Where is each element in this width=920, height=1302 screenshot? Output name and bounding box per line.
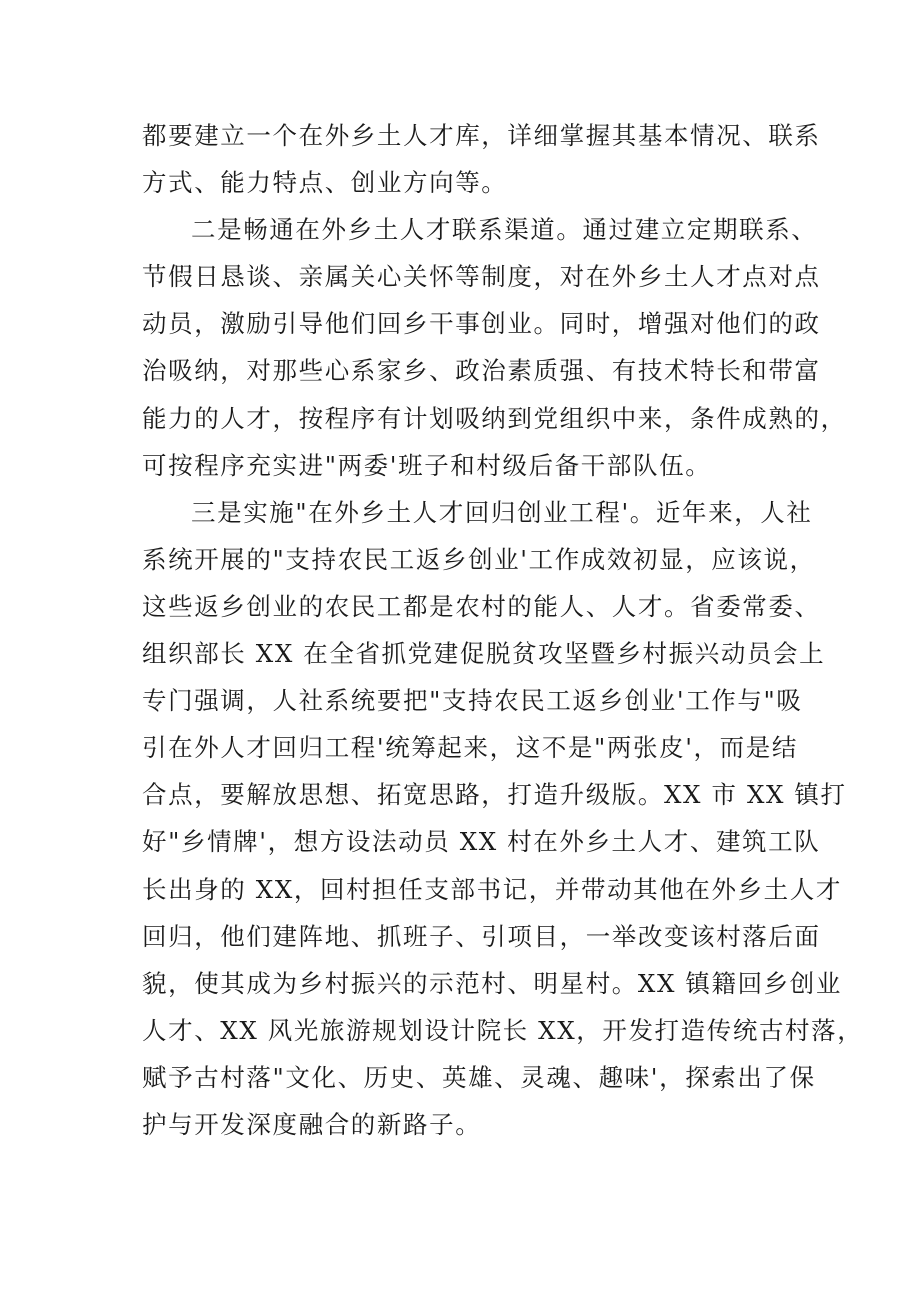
document-body bbox=[142, 112, 864, 1148]
paragraph-2-line-6: 可按程序充实进"两委'班子和村级后备干部队伍。 bbox=[142, 450, 712, 480]
paragraph-2-line-4: 治吸纳，对那些心系家乡、政治素质强、有技术特长和带富 bbox=[142, 356, 821, 386]
paragraph-3-line-7: 合点，要解放思想、拓宽思路，打造升级版。XX 市 XX 镇打 bbox=[142, 780, 847, 810]
paragraph-2-line-3: 动员，激励引导他们回乡干事创业。同时，增强对他们的政 bbox=[142, 309, 821, 339]
paragraph-3-line-10: 回归，他们建阵地、抓班子、引项目，一举改变该村落后面 bbox=[142, 921, 821, 951]
paragraph-1-line-2: 方式、能力特点、创业方向等。 bbox=[142, 168, 508, 198]
paragraph-3-line-12: 人才、XX 风光旅游规划设计院长 XX，开发打造传统古村落， bbox=[142, 1015, 864, 1045]
paragraph-1-line-1: 都要建立一个在外乡土人才库，详细掌握其基本情况、联系 bbox=[142, 121, 821, 150]
paragraph-3-line-6: 引在外人才回归工程'统筹起来，这不是"两张皮'，而是结 bbox=[142, 733, 798, 763]
paragraph-3-line-9: 长出身的 XX，回村担任支部书记，并带动其他在外乡土人才 bbox=[142, 874, 842, 904]
paragraph-3-line-5: 专门强调，人社系统要把"支持农民工返乡创业'工作与"吸 bbox=[142, 686, 803, 716]
paragraph-3-line-14: 护与开发深度融合的新路子。 bbox=[142, 1109, 482, 1139]
paragraph-3-line-1: 三是实施"在外乡土人才回归创业工程'。近年来，人社 bbox=[191, 497, 813, 527]
paragraph-3-line-4: 组织部长 XX 在全省抓党建促脱贫攻坚暨乡村振兴动员会上 bbox=[142, 639, 826, 669]
paragraph-2-line-5: 能力的人才，按程序有计划吸纳到党组织中来，条件成熟的， bbox=[142, 403, 847, 433]
paragraph-3-line-2: 系统开展的"支持农民工返乡创业'工作成效初显，应该说， bbox=[142, 544, 816, 574]
paragraph-3-line-11: 貌，使其成为乡村振兴的示范村、明星村。XX 镇籍回乡创业 bbox=[142, 968, 842, 998]
paragraph-3-line-8: 好"乡情牌'，想方设法动员 XX 村在外乡土人才、建筑工队 bbox=[142, 827, 821, 857]
paragraph-3-line-3: 这些返乡创业的农民工都是农村的能人、人才。省委常委、 bbox=[142, 591, 821, 621]
paragraph-2-line-2: 节假日恳谈、亲属关心关怀等制度，对在外乡土人才点对点 bbox=[142, 262, 821, 292]
paragraph-3-line-13: 赋予古村落"文化、历史、英雄、灵魂、趣味'，探索出了保 bbox=[142, 1062, 816, 1092]
paragraph-2-line-1: 二是畅通在外乡土人才联系渠道。通过建立定期联系、 bbox=[191, 215, 818, 245]
